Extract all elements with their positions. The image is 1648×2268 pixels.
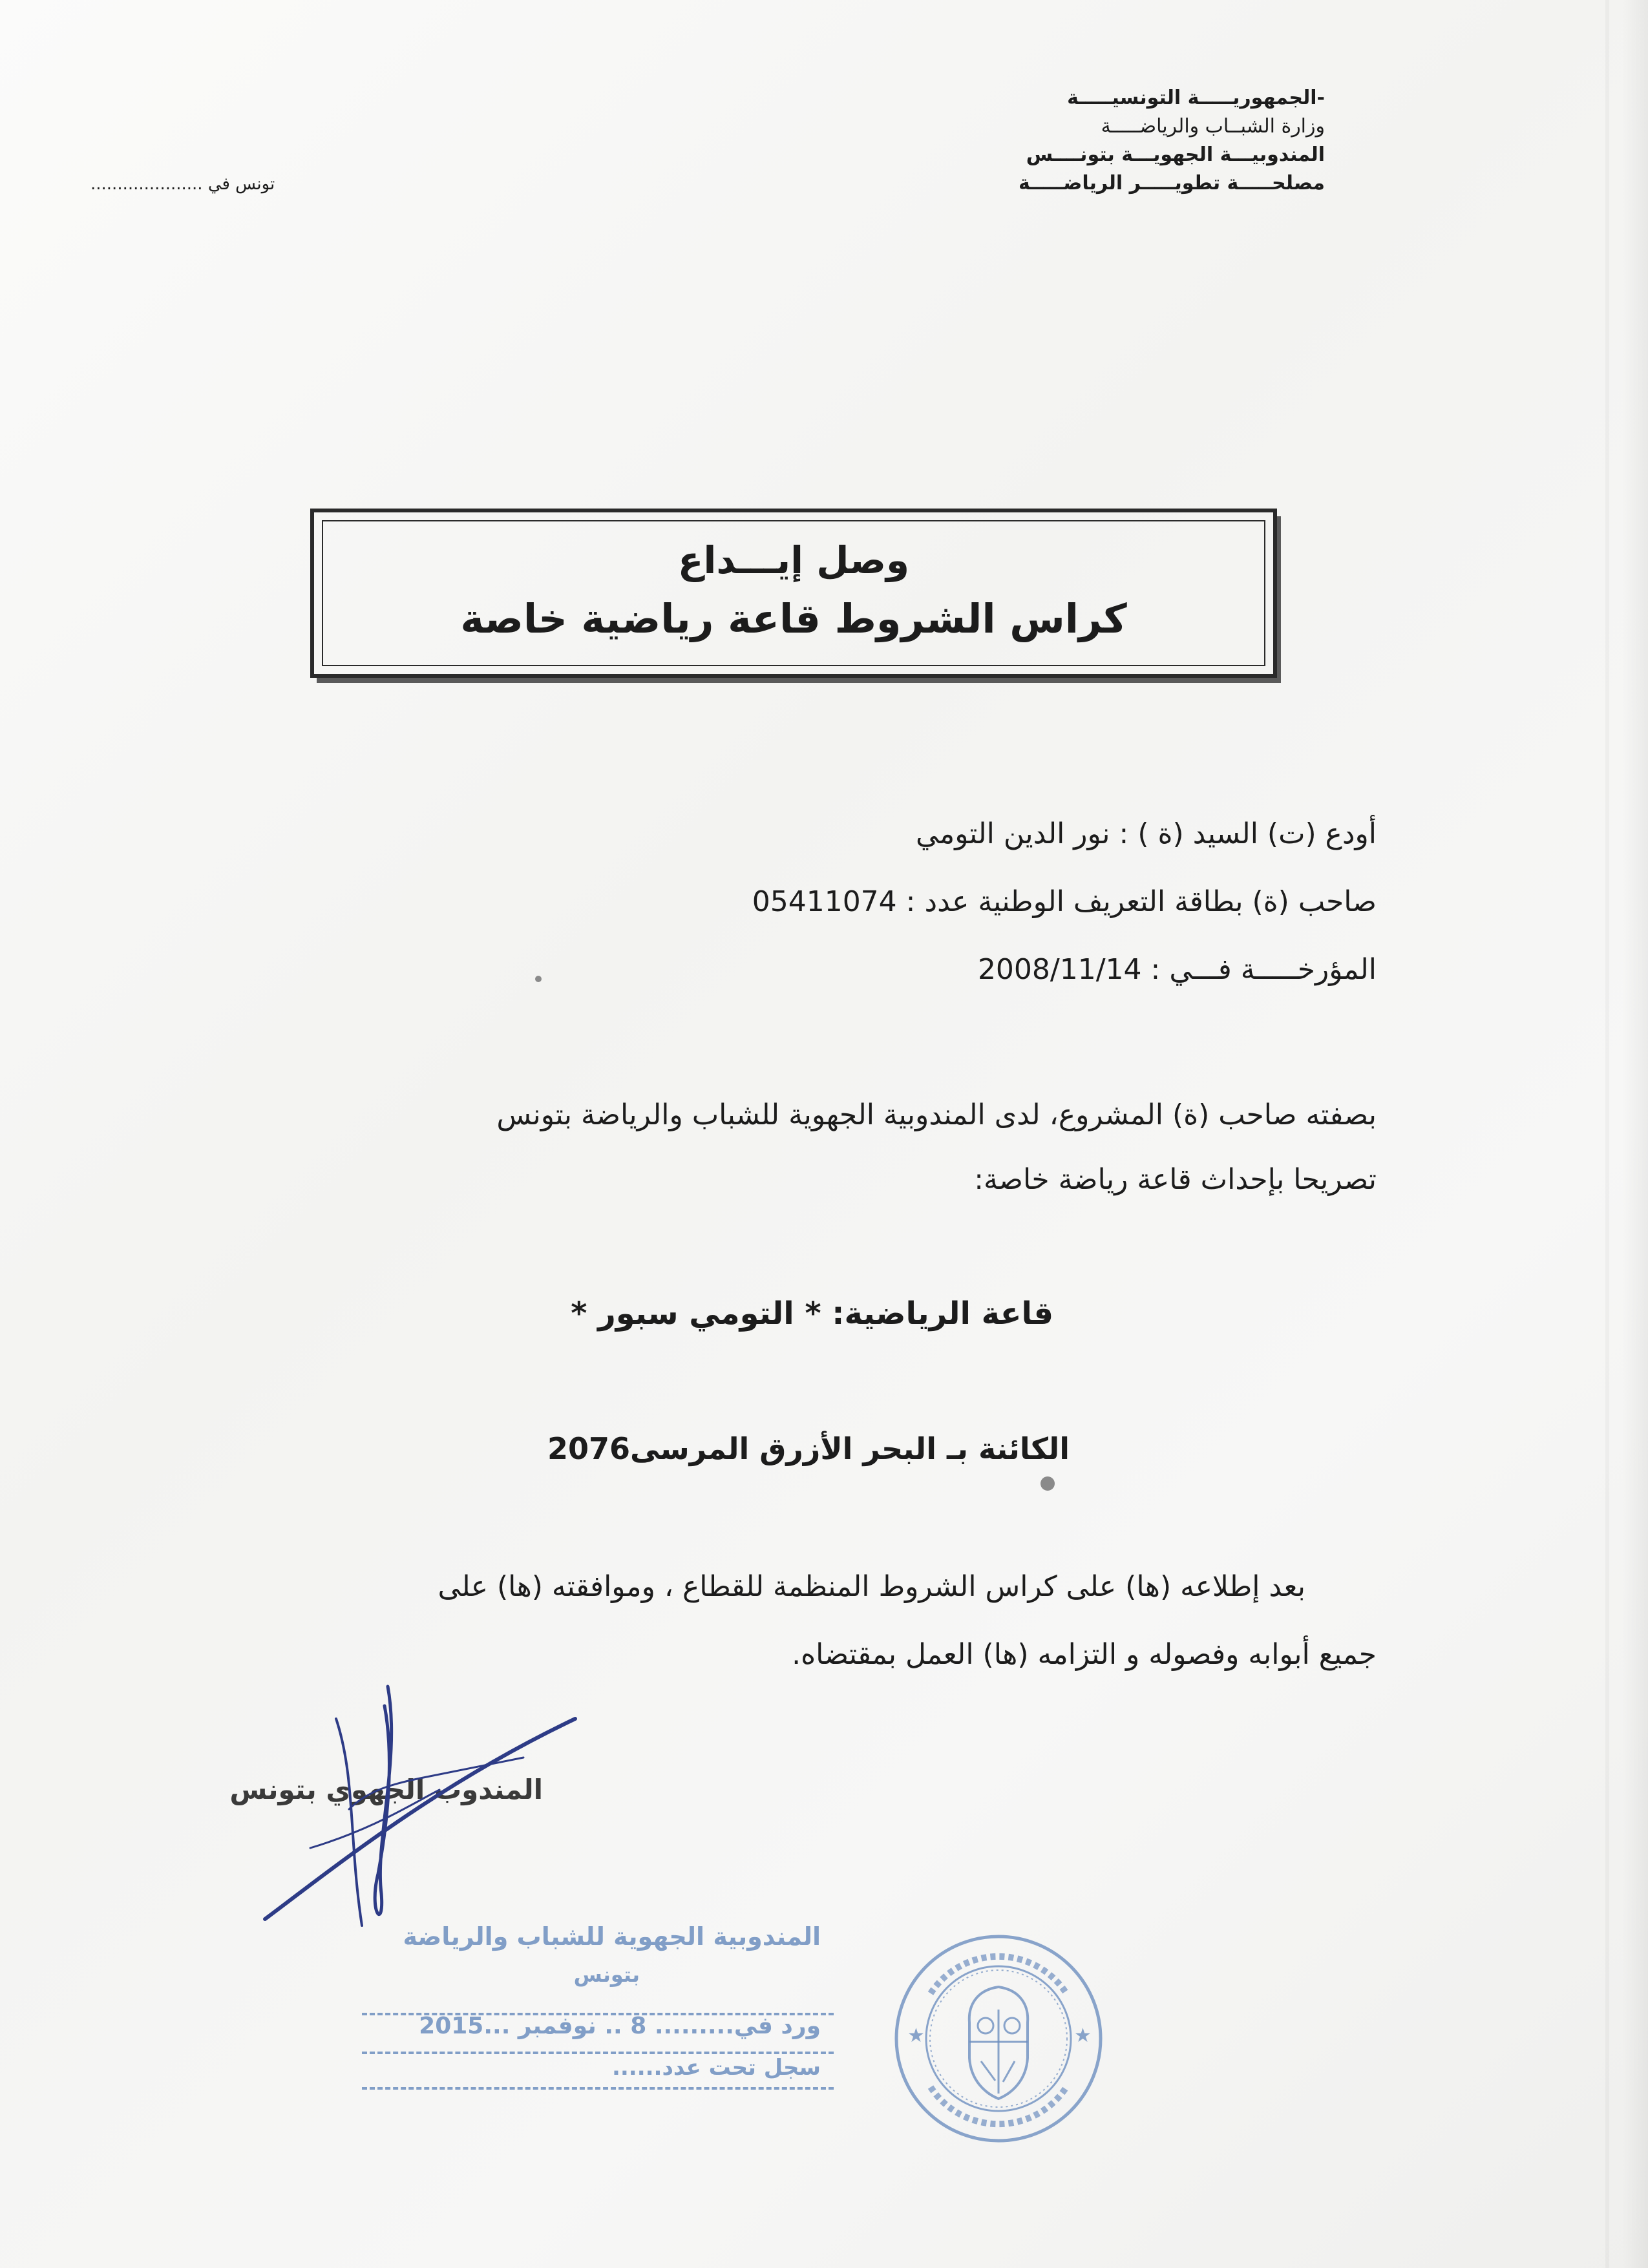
letterhead (937, 84, 1325, 198)
svg-text:★: ★ (1074, 2024, 1092, 2047)
place-date-line: تونس في ..................... (90, 174, 275, 194)
stamp-registration-number: سجل تحت عدد...... (611, 2055, 821, 2081)
letterhead-republic: -الجمهوريـــــة التونسيـــــة (1067, 87, 1325, 109)
stamp-office-name: المندوبية الجهوية للشباب والرياضة (403, 1922, 821, 1951)
stamp-dashed-line (362, 2052, 834, 2054)
title-box (310, 509, 1277, 678)
id-card-line: صاحب (ة) بطاقة التعريف الوطنية عدد : 05411074 (752, 885, 1377, 918)
gym-name: قاعة الرياضية: * التومي سبور * (571, 1296, 1053, 1332)
letterhead-regional-office: المندوبيـــة الجهويـــة بتونــــس (1026, 143, 1325, 166)
stamp-dashed-line (362, 2087, 834, 2090)
paper-fold (1605, 0, 1609, 2268)
declaration-line-2: تصريحا بإحداث قاعة رياضة خاصة: (974, 1163, 1377, 1196)
rectangular-stamp (362, 1916, 834, 2110)
paper-speck (1041, 1476, 1055, 1491)
handwritten-signature (246, 1680, 607, 1951)
document-subtitle: كراس الشروط قاعة رياضية خاصة (460, 595, 1127, 642)
document-title: وصل إيـــداع (677, 538, 910, 582)
letterhead-ministry: وزارة الشبــاب والرياضـــــة (1101, 115, 1325, 138)
acknowledgement-line-1: بعد إطلاعه (ها) على كراس الشروط المنظمة للقطاع ، وموافقته (ها) على (438, 1570, 1305, 1603)
dated-line: المؤرخـــــة فـــي : 2008/11/14 (977, 953, 1377, 986)
paper-edge-shadow (1622, 0, 1648, 2268)
acknowledgement-line-2: جميع أبوابه وفصوله و التزامه (ها) العمل بمقتضاه. (792, 1638, 1377, 1671)
stamp-received-date: ورد في......... 8 .. نوفمبر ...2015 (419, 2013, 821, 2039)
stamp-city: بتونس (573, 1962, 640, 1987)
declaration-line-1: بصفته صاحب (ة) المشروع، لدى المندوبية الجهوية للشباب والرياضة بتونس (496, 1098, 1377, 1131)
signatory-title: المندوب الجهوي بتونس (229, 1774, 543, 1805)
paper-speck (535, 976, 542, 982)
letterhead-department: مصلحـــــة تطويـــــر الرياضـــــة (1018, 172, 1325, 194)
svg-text:★: ★ (907, 2024, 925, 2047)
gym-location: الكائنة بـ البحر الأزرق المرسى2076 (547, 1431, 1070, 1466)
round-official-seal (892, 1932, 1105, 2145)
depositor-line: أودع (ت) السيد (ة ) : نور الدين التومي (915, 817, 1377, 850)
